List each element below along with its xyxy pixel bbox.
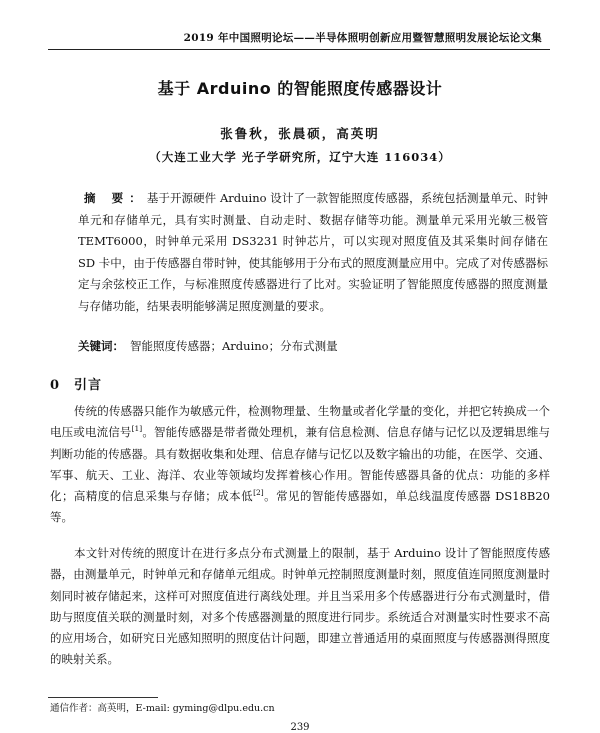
- section-title: 引言: [74, 378, 103, 393]
- author-list: 张鲁秋，张晨硕，高英明: [220, 126, 380, 141]
- abstract: [78, 188, 548, 317]
- affiliation: （大连工业大学 光子学研究所，辽宁大连 116034）: [149, 150, 451, 164]
- abstract-label: 摘 要：: [84, 191, 147, 205]
- body-paragraph-1: [50, 401, 550, 529]
- paragraph-text: 传统的传感器只能作为敏感元件，检测物理量、生物量或者化学量的变化，并把它转换成一个电压或电流信号: [50, 404, 550, 440]
- paper-title: 基于 Arduino 的智能照度传感器设计: [157, 79, 443, 98]
- paragraph-text: 。智能传感器是带者微处理机，兼有信息检测、信息存储与记忆以及逻辑思维与判断功能的传感器。具有数据收集和处理、信息存储与记忆以及数字输出的功能，在医学、交通、军事、航天、工业、海洋、农业等领域均发挥着核心作用。智能传感器具备的优点：功能的多样化；高精度的信息采集与存储；成本低: [50, 425, 550, 504]
- section-number: 0: [50, 378, 61, 393]
- paragraph-text: 。常见的智能传感器如，单总线温度传感器 DS18B20 等。: [50, 489, 550, 525]
- abstract-text: 基于开源硬件 Arduino 设计了一款智能照度传感器，系统包括测量单元、时钟单元和存储单元，具有实时测量、自动走时、数据存储等功能。测量单元采用光敏三极管 TEMT6000，时钟单元采用 DS3231 时钟芯片，可以实现对照度值及其采集时间存储在 SD 卡中，由于传感器自带时钟，使其能够用于分布式的照度测量应用中。完成了对传感器标定与余弦校正工作，与标准照度传感器进行了比对。实验证明了智能照度传感器的照度测量与存储功能，结果表明能够满足照度测量的要求。: [78, 191, 548, 313]
- body-paragraph-2: 本文针对传统的照度计在进行多点分布式测量上的限制，基于 Arduino 设计了智能照度传感器，由测量单元，时钟单元和存储单元组成。时钟单元控制照度测量时刻，照度值连同照度测量时刻同时被存储起来，这样可对照度值进行离线处理。并且当采用多个传感器进行分布式测量时，借助与照度值关联的测量时刻，对多个传感器测量的照度进行同步。系统适合对测量实时性要求不高的应用场合，如研究日光感知照明的照度估计问题，即建立普通适用的桌面照度与传感器测得照度的映射关系。: [50, 546, 550, 667]
- page-number: 239: [290, 722, 310, 733]
- citation-ref[interactable]: [1]: [131, 424, 143, 434]
- section-heading: [50, 374, 102, 393]
- running-header: 2019 年中国照明论坛——半导体照明创新应用暨智慧照明发展论坛论文集: [183, 32, 542, 44]
- footnote-rule: [48, 697, 158, 698]
- footnote: 通信作者：高英明，E-mail: gyming@dlpu.edu.cn: [50, 703, 275, 714]
- keywords-text: 智能照度传感器；Arduino；分布式测量: [130, 339, 338, 353]
- keywords: [78, 336, 548, 356]
- citation-ref[interactable]: [2]: [253, 488, 264, 498]
- header-rule: [48, 49, 550, 50]
- keywords-label: 关键词：: [78, 339, 124, 353]
